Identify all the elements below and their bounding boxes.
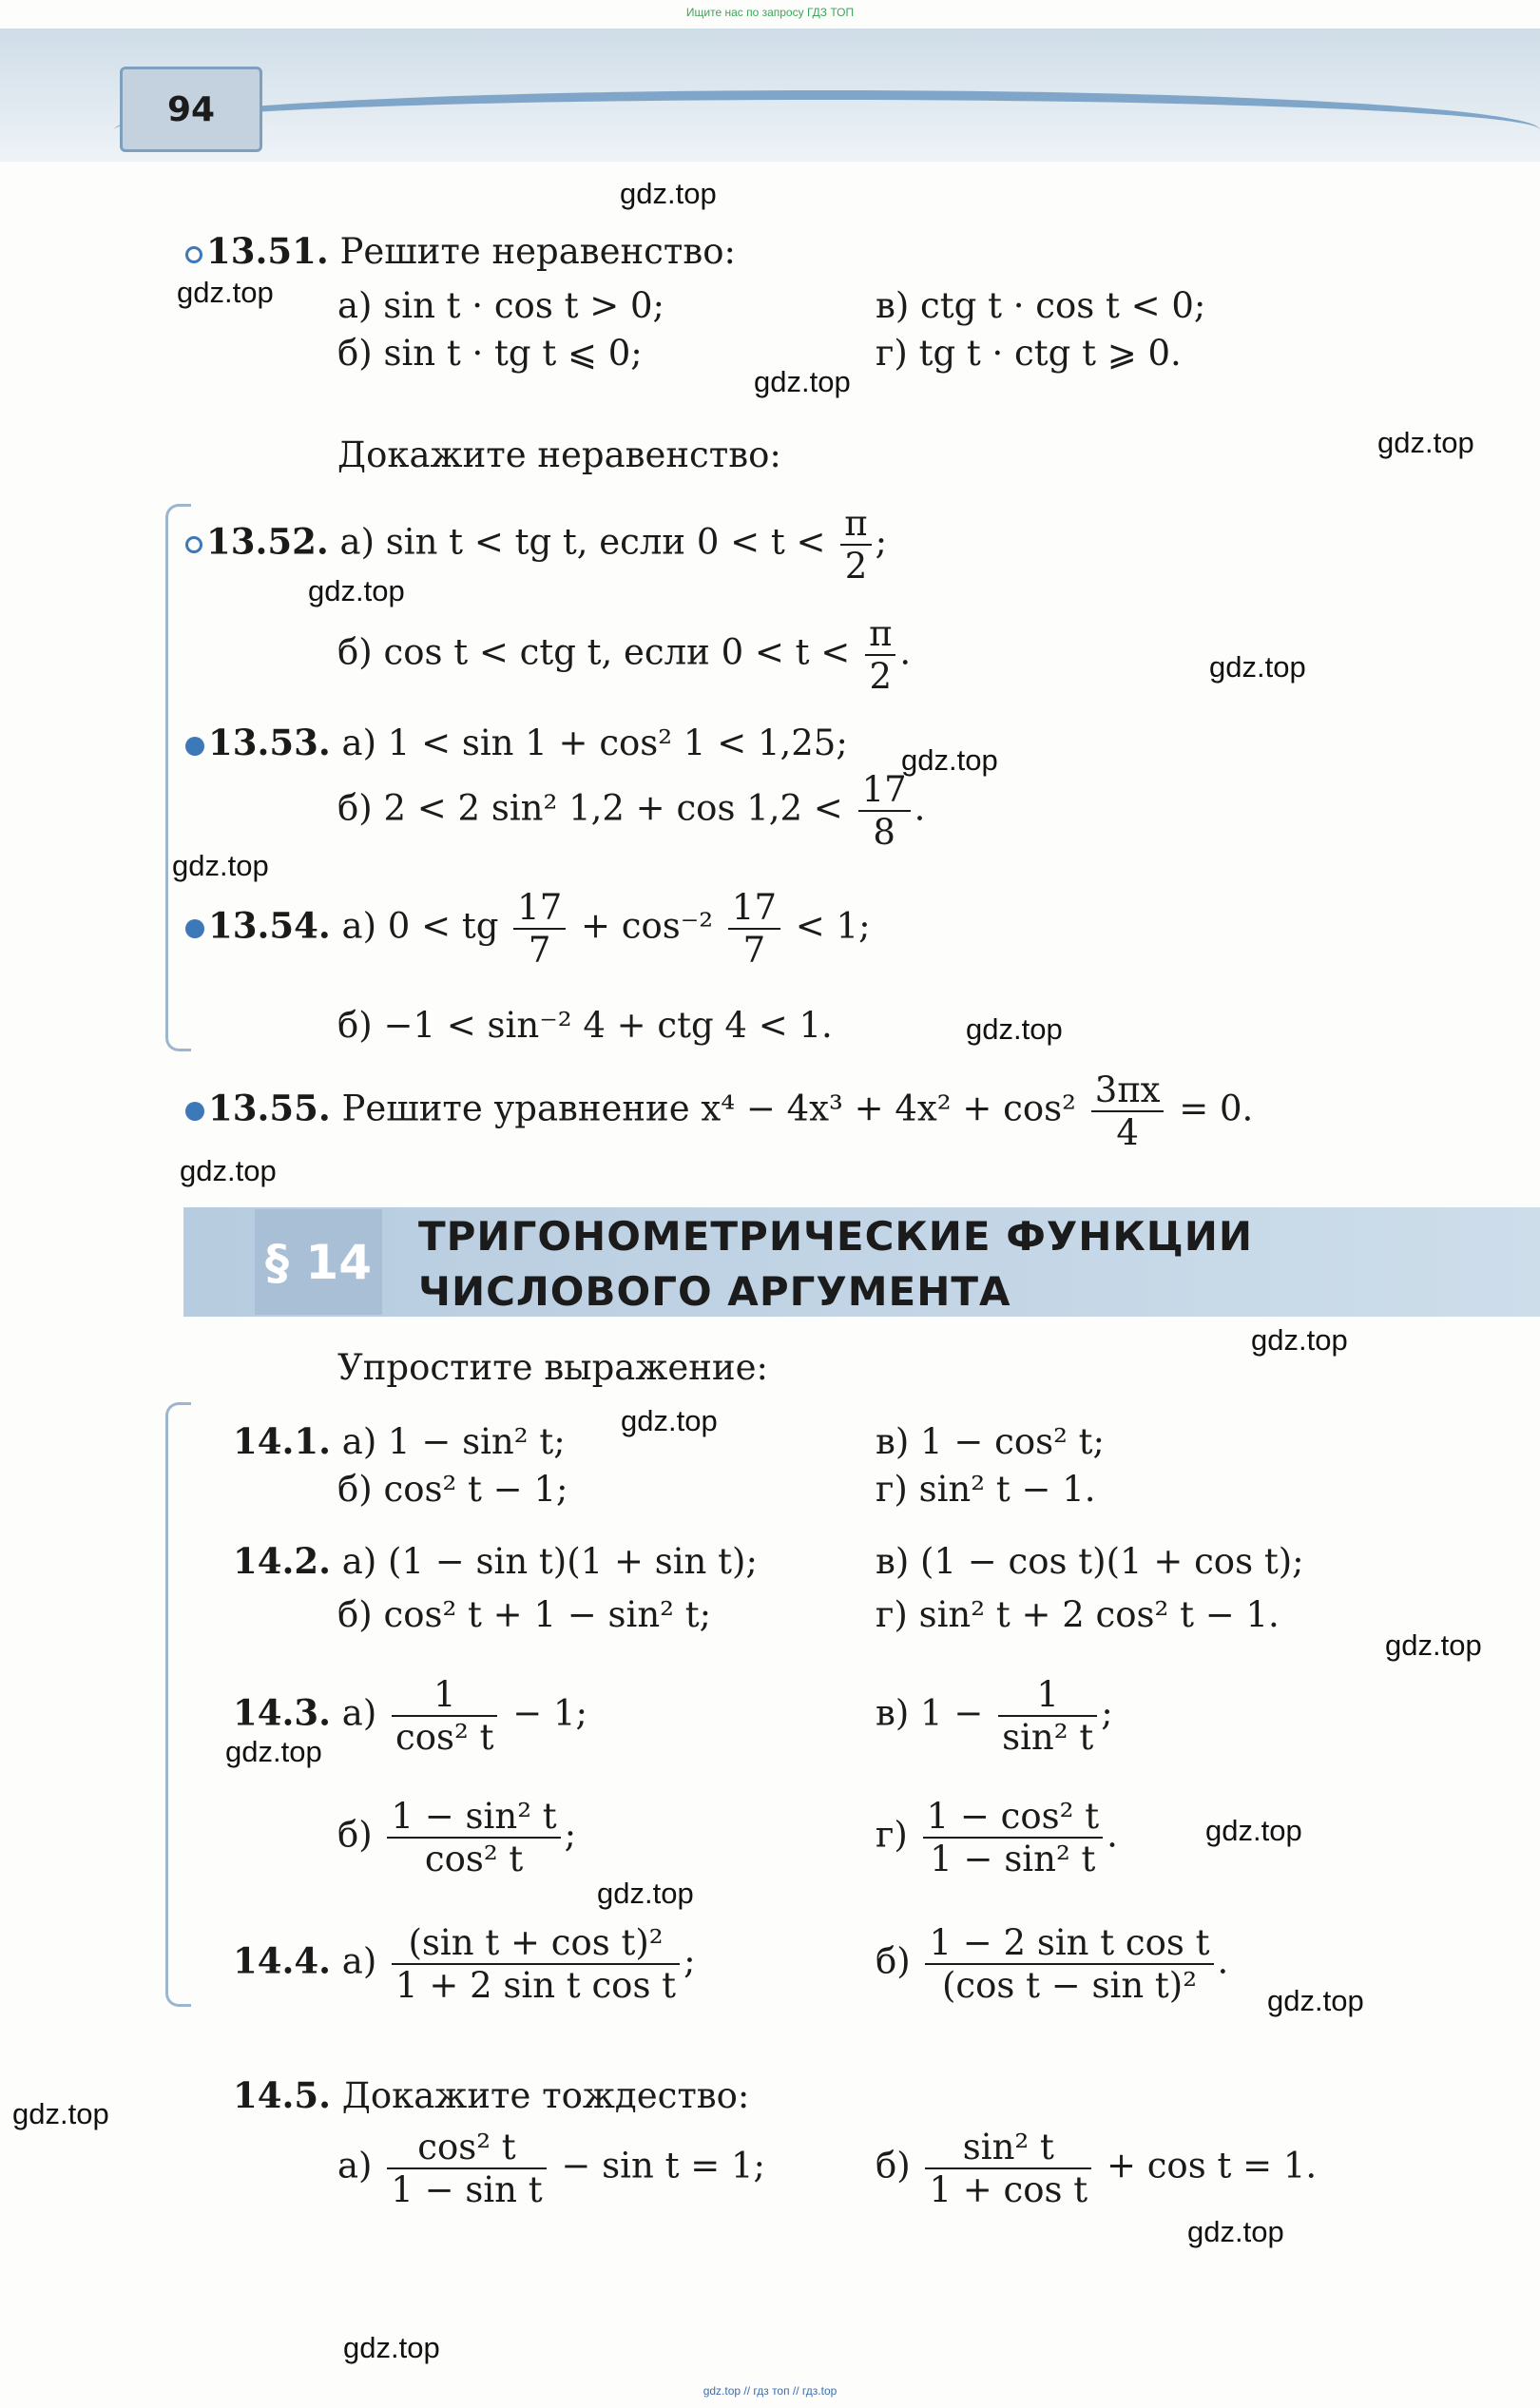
problem-14-4-a: 14.4. а) $\frac{\text{(sin t + cos t)²}}{\text{1 + 2 sin t cos t}}$ ; — [233, 1922, 696, 2006]
prove-heading: Докажите неравенство: — [337, 434, 781, 475]
top-site-note: Ищите нас по запросу ГДЗ ТОП — [685, 6, 855, 19]
fraction: $\frac{17}{7}$ — [513, 890, 566, 968]
group-bracket — [165, 504, 191, 1051]
problem-13-53-a — [185, 722, 848, 763]
problem-14-3-b: б) $\frac{\text{1 − sin² t}}{\text{cos² t}}$ ; — [337, 1796, 577, 1879]
fraction: $\frac{\pi}{2}$ — [865, 616, 895, 694]
watermark: gdz.top — [597, 1877, 694, 1910]
problem-number: 14.2. — [233, 1540, 331, 1582]
watermark: gdz.top — [754, 365, 851, 398]
section-title — [418, 1209, 1253, 1320]
page-number: 94 — [120, 67, 262, 152]
problem-13-52-b: б) cos t < ctg t, если 0 < t < $\frac{\pi}{2}$ . — [337, 613, 912, 697]
problem-13-52-a: 13.52. а) sin t < tg t, если 0 < t < $\frac{\pi}{2}$ ; — [185, 506, 887, 584]
item-b: б) cos² t + 1 − sin² t; — [337, 1594, 712, 1635]
fraction: $\frac{3\pi x}{4}$ — [1091, 1072, 1165, 1150]
watermark: gdz.top — [621, 1404, 718, 1437]
simplify-heading: Упростите выражение: — [337, 1347, 768, 1388]
item-a: а) 1 − sin² t; — [341, 1421, 566, 1462]
group-bracket — [165, 1402, 191, 2007]
item-a: а) 1 < sin 1 + cos² 1 < 1,25; — [341, 722, 848, 763]
section-title-line-1: ТРИГОНОМЕТРИЧЕСКИЕ ФУНКЦИИ — [418, 1213, 1253, 1260]
watermark: gdz.top — [620, 177, 717, 210]
fraction: $\frac{\text{sin² t}}{\text{1 + cos t}}$ — [925, 2129, 1091, 2207]
section-title-line-2: ЧИСЛОВОГО АРГУМЕНТА — [418, 1268, 1011, 1315]
fraction: $\frac{\text{(sin t + cos t)²}}{\text{1 + 2 sin t cos t}}$ — [392, 1925, 680, 2003]
circle-outline-icon — [185, 536, 202, 553]
watermark: gdz.top — [1251, 1323, 1348, 1357]
watermark: gdz.top — [901, 743, 998, 777]
fraction: $\frac{1}{\text{sin² t}}$ — [998, 1677, 1097, 1755]
section-label: § 14 — [255, 1209, 382, 1315]
fraction: $\frac{\pi}{2}$ — [840, 506, 871, 584]
watermark: gdz.top — [177, 276, 274, 309]
watermark: gdz.top — [12, 2097, 109, 2130]
watermark: gdz.top — [1205, 1814, 1302, 1847]
watermark: gdz.top — [1385, 1628, 1482, 1662]
problem-number: 14.1. — [233, 1420, 331, 1462]
item-a: а) (1 − sin t)(1 + sin t); — [341, 1541, 758, 1582]
problem-14-3-v: в) 1 − $\frac{1}{\text{sin² t}}$ ; — [876, 1674, 1113, 1758]
problem-number: 13.51. — [206, 230, 329, 272]
problem-14-2-a — [233, 1540, 758, 1582]
filled-circle-icon — [185, 919, 204, 938]
item-v: в) ctg t · cos t < 0; — [876, 285, 1206, 326]
watermark: gdz.top — [1209, 650, 1306, 684]
watermark: gdz.top — [343, 2331, 440, 2364]
problem-13-55: 13.55. Решите уравнение x⁴ − 4x³ + 4x² + cos² $\frac{3\pi x}{4}$ = 0. — [185, 1072, 1253, 1150]
problem-title: Докажите тождество: — [341, 2075, 750, 2116]
problem-number: 13.53. — [208, 722, 331, 763]
problem-13-53-b: б) 2 < 2 sin² 1,2 + cos 1,2 < $\frac{17}{8}$ . — [337, 769, 926, 853]
fraction: $\frac{1}{\text{cos² t}}$ — [392, 1677, 497, 1755]
problem-14-3-a: 14.3. а) $\frac{1}{\text{cos² t}}$ − 1; — [233, 1674, 588, 1758]
problem-13-54-b: б) −1 < sin⁻² 4 + ctg 4 < 1. — [337, 1005, 833, 1046]
problem-14-5-b: б) $\frac{\text{sin² t}}{\text{1 + cos t}}$ + cos t = 1. — [876, 2127, 1318, 2210]
item-v: в) 1 − cos² t; — [876, 1421, 1106, 1462]
problem-14-5-header — [233, 2074, 750, 2116]
problem-13-51-header — [185, 230, 736, 272]
watermark: gdz.top — [1267, 1984, 1364, 2017]
problem-number: 14.3. — [233, 1691, 331, 1734]
filled-circle-icon — [185, 737, 204, 756]
watermark: gdz.top — [225, 1735, 322, 1768]
watermark: gdz.top — [180, 1154, 277, 1187]
fraction: $\frac{\text{1 − 2 sin t cos t}}{\text{(cos t − sin t)²}}$ — [925, 1925, 1213, 2003]
problem-14-5-a: а) $\frac{\text{cos² t}}{\text{1 − sin t}}$ − sin t = 1; — [337, 2127, 765, 2210]
item-b: б) 2 < 2 sin² 1,2 + cos 1,2 < — [337, 787, 843, 829]
problem-13-54-a: 13.54. а) 0 < tg $\frac{17}{7}$ + cos⁻² $\frac{17}{7}$ < 1; — [185, 890, 871, 968]
item-v: в) (1 − cos t)(1 + cos t); — [876, 1541, 1304, 1582]
item-a: а) sin t < tg t, если 0 < t < — [339, 521, 826, 563]
watermark: gdz.top — [308, 574, 405, 607]
watermark: gdz.top — [1187, 2215, 1284, 2248]
item-b: б) cos t < ctg t, если 0 < t < — [337, 631, 851, 673]
watermark: gdz.top — [172, 849, 269, 882]
problem-title: Решите неравенство: — [339, 231, 736, 272]
problem-14-3-g: г) $\frac{\text{1 − cos² t}}{\text{1 − sin² t}}$ . — [876, 1796, 1118, 1879]
problem-number: 13.52. — [206, 520, 329, 563]
item-g: г) sin² t + 2 cos² t − 1. — [876, 1594, 1280, 1635]
watermark: gdz.top — [966, 1012, 1063, 1046]
item-g: г) sin² t − 1. — [876, 1469, 1096, 1510]
watermark: gdz.top — [1377, 426, 1474, 459]
filled-circle-icon — [185, 1102, 204, 1121]
problem-number: 13.55. — [208, 1087, 331, 1129]
problem-number: 14.5. — [233, 2074, 331, 2116]
problem-number: 14.4. — [233, 1939, 331, 1982]
bottom-site-note: gdz.top // гдз топ // гдз.top — [703, 2384, 837, 2398]
problem-number: 13.54. — [208, 904, 331, 947]
item-b: б) cos² t − 1; — [337, 1469, 568, 1510]
fraction: $\frac{\text{1 − cos² t}}{\text{1 − sin² t}}$ — [923, 1799, 1104, 1877]
item-g: г) tg t · ctg t ⩾ 0. — [876, 333, 1182, 374]
fraction: $\frac{\text{cos² t}}{\text{1 − sin t}}$ — [387, 2129, 546, 2207]
fraction: $\frac{17}{8}$ — [858, 772, 911, 850]
fraction: $\frac{\text{1 − sin² t}}{\text{cos² t}}$ — [387, 1799, 560, 1877]
problem-14-4-b: б) $\frac{\text{1 − 2 sin t cos t}}{\text{(cos t − sin t)²}}$ . — [876, 1922, 1229, 2006]
item-b: б) sin t · tg t ⩽ 0; — [337, 333, 643, 374]
circle-outline-icon — [185, 246, 202, 263]
problem-14-1-a — [233, 1420, 566, 1462]
item-a: а) sin t · cos t > 0; — [337, 285, 664, 326]
fraction: $\frac{17}{7}$ — [728, 890, 780, 968]
